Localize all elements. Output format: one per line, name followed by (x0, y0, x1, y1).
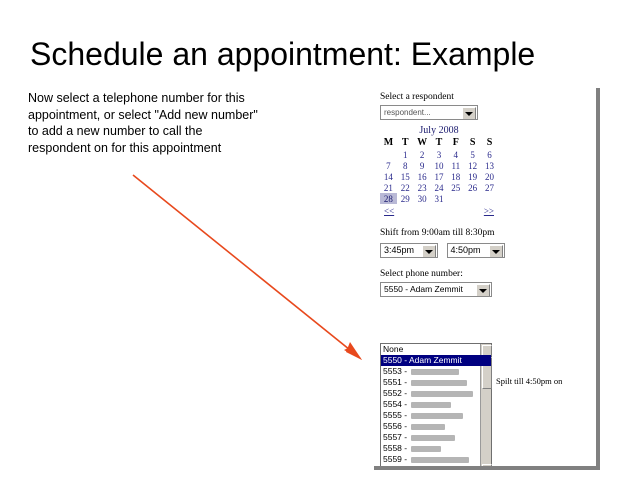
dropdown-option-label: 5550 - Adam Zemmit (383, 355, 462, 365)
calendar-day[interactable]: 8 (403, 160, 408, 171)
weekday-header: T (401, 137, 409, 148)
weekday-header: S (469, 137, 476, 148)
dropdown-option-label: 5556 - (383, 421, 408, 431)
calendar-day[interactable] (481, 193, 498, 204)
weekday-header: S (486, 137, 493, 148)
dropdown-option[interactable] (381, 344, 491, 355)
dropdown-option[interactable] (381, 454, 491, 465)
weekday-header: F (452, 137, 459, 148)
phone-number-select[interactable] (380, 282, 492, 297)
calendar-day[interactable]: 1 (403, 149, 408, 160)
dropdown-option-label: 5558 - (383, 443, 408, 453)
calendar-week-row (380, 182, 498, 193)
page-title: Schedule an appointment: Example (30, 36, 536, 72)
respondent-select[interactable] (380, 105, 478, 120)
calendar-day[interactable]: 20 (485, 171, 495, 182)
redaction-bar (411, 402, 451, 408)
redaction-bar (411, 435, 455, 441)
time-range-row (380, 243, 586, 258)
end-time-value: 4:50pm (450, 245, 481, 255)
phone-number-dropdown-list[interactable] (380, 343, 492, 470)
calendar-day[interactable]: 14 (383, 171, 393, 182)
annotation-text: Now select a telephone number for this appointment, or select "Add new number" to add a new number to call the respondent on for this appointment (28, 91, 258, 155)
redaction-bar (411, 457, 469, 463)
dropdown-option-label: 5555 - (383, 410, 408, 420)
start-time-value: 3:45pm (384, 245, 415, 255)
calendar-week-row (380, 171, 498, 182)
calendar-grid (380, 137, 498, 204)
dropdown-option-label: 5552 - (383, 388, 408, 398)
dropdown-option-label: Add new phone number (383, 465, 474, 470)
calendar-day[interactable]: 31 (434, 193, 444, 204)
redaction-bar (411, 380, 467, 386)
respondent-label: Select a respondent (380, 92, 454, 102)
dropdown-option-label: 5557 - (383, 432, 408, 442)
dropdown-option-label: None (383, 344, 404, 354)
calendar-day[interactable]: 4 (453, 149, 459, 160)
calendar-day[interactable]: 25 (451, 182, 461, 193)
calendar-day[interactable] (447, 193, 464, 204)
calendar-day[interactable]: 27 (485, 182, 495, 193)
redaction-bar (411, 369, 459, 375)
shift-hours-text: Shift from 9:00am till 8:30pm (380, 228, 495, 238)
dropdown-option[interactable] (381, 388, 491, 399)
calendar-day[interactable]: 29 (400, 193, 410, 204)
respondent-select-value: respondent... (384, 108, 431, 117)
calendar (380, 125, 498, 218)
calendar-week-row (380, 149, 498, 160)
calendar-day-selected[interactable]: 28 (380, 193, 397, 204)
start-time-select[interactable] (380, 243, 438, 258)
calendar-day[interactable]: 3 (436, 149, 442, 160)
calendar-day[interactable]: 21 (383, 182, 393, 193)
calendar-week-row (380, 193, 498, 204)
dropdown-option[interactable] (381, 421, 491, 432)
chevron-down-icon (422, 245, 436, 258)
calendar-day[interactable] (464, 193, 481, 204)
dropdown-option-selected[interactable] (381, 355, 491, 366)
spill-till-text: Spilt till 4:50pm on (496, 376, 563, 386)
calendar-day[interactable]: 23 (417, 182, 427, 193)
calendar-day[interactable]: 6 (487, 149, 492, 160)
calendar-week-row (380, 160, 498, 171)
chevron-down-icon (476, 284, 490, 297)
redaction-bar (411, 413, 463, 419)
calendar-day[interactable]: 5 (470, 149, 475, 160)
calendar-day[interactable]: 17 (434, 171, 444, 182)
calendar-day[interactable]: 9 (419, 160, 425, 171)
dropdown-option-label: 5553 - (383, 366, 408, 376)
calendar-day[interactable]: 18 (451, 171, 461, 182)
chevron-down-icon (462, 107, 476, 120)
redaction-bar (411, 424, 445, 430)
dropdown-option-label: 5559 - (383, 454, 408, 464)
calendar-day[interactable]: 26 (468, 182, 478, 193)
calendar-day[interactable]: 22 (400, 182, 410, 193)
redaction-bar (411, 446, 441, 452)
redaction-bar (411, 391, 473, 397)
weekday-header: M (383, 137, 394, 148)
dropdown-option-label: 5551 - (383, 377, 408, 387)
calendar-header-row (380, 137, 498, 149)
weekday-header: T (435, 137, 443, 148)
dropdown-option[interactable] (381, 366, 491, 377)
dropdown-option[interactable] (381, 399, 491, 410)
calendar-day[interactable]: 11 (451, 160, 461, 171)
weekday-header: W (417, 137, 428, 148)
chevron-down-icon (489, 245, 503, 258)
calendar-next-link[interactable]: >> (483, 206, 494, 216)
dropdown-option-label: 5554 - (383, 399, 408, 409)
calendar-day[interactable]: 24 (434, 182, 444, 193)
calendar-day[interactable]: 16 (417, 171, 427, 182)
calendar-nav (380, 206, 498, 218)
phone-select-label: Select phone number: (380, 269, 463, 279)
dropdown-option[interactable] (381, 410, 491, 421)
calendar-day[interactable]: 12 (468, 160, 478, 171)
calendar-day[interactable]: 7 (386, 160, 391, 171)
dropdown-option[interactable] (381, 377, 491, 388)
calendar-day[interactable]: 10 (434, 160, 444, 171)
calendar-day[interactable]: 19 (468, 171, 478, 182)
calendar-day[interactable] (380, 149, 397, 160)
end-time-select[interactable] (447, 243, 505, 258)
calendar-day[interactable]: 13 (485, 160, 495, 171)
calendar-prev-link[interactable]: << (384, 206, 395, 216)
calendar-day[interactable]: 30 (417, 193, 427, 204)
calendar-month-label: July 2008 (419, 125, 459, 136)
calendar-day[interactable]: 15 (400, 171, 410, 182)
dropdown-option[interactable] (381, 443, 491, 454)
phone-number-value: 5550 - Adam Zemmit (384, 284, 463, 294)
dropdown-option-add-new[interactable] (381, 465, 491, 470)
calendar-day[interactable]: 2 (419, 149, 425, 160)
app-screenshot-panel (374, 88, 600, 470)
dropdown-option[interactable] (381, 432, 491, 443)
